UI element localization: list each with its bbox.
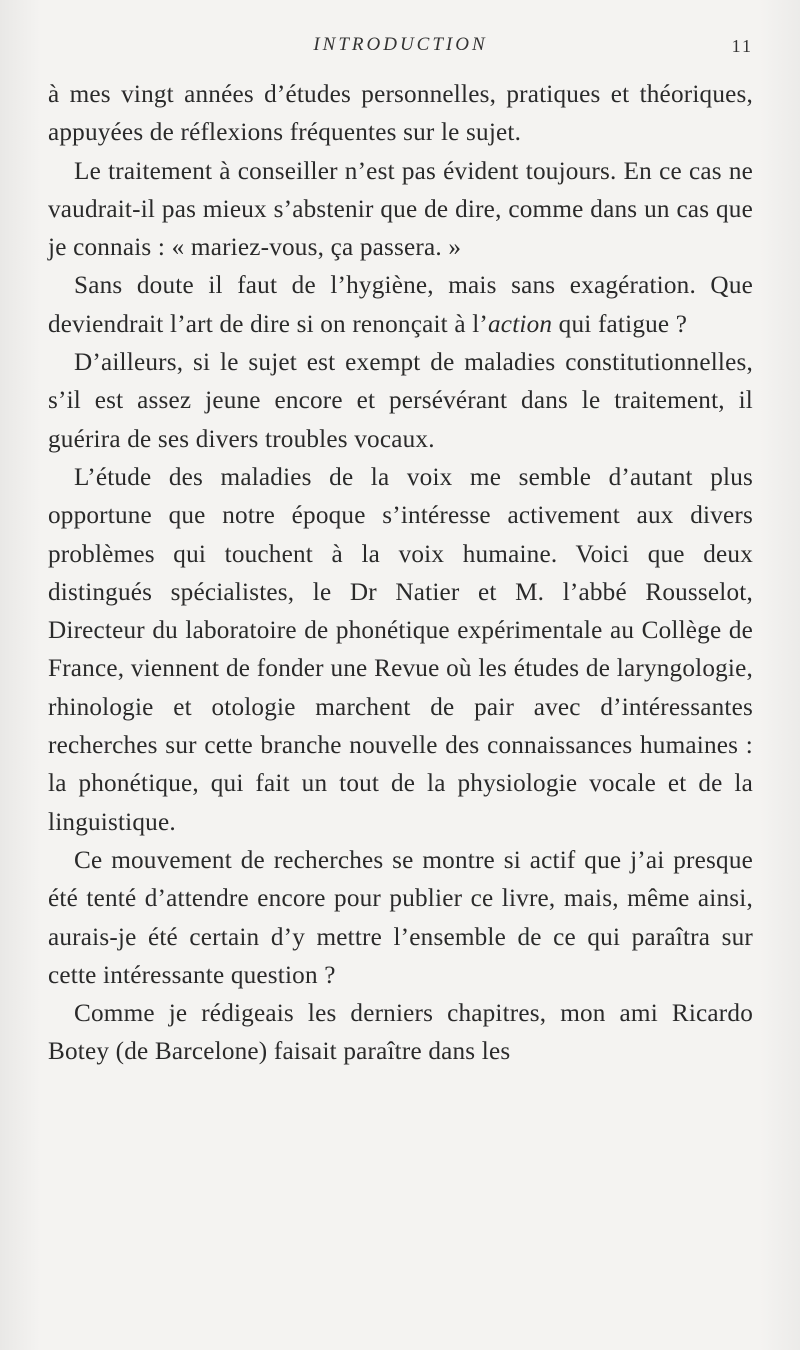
paragraph: Comme je rédigeais les derniers chapitres, mon ami Ricardo Botey (de Barcelone) faisait paraître dans les bbox=[48, 1000, 753, 1066]
paragraph: L’étude des maladies de la voix me semble d’autant plus opportune que notre époque s’intéresse activement aux divers problèmes qui touchent à la voix humaine. Voici que deux distingués spécialistes, le Dr Natier et M. l’abbé Rousselot, Directeur du laboratoire de phonétique expérimentale au Collège de France, viennent de fonder une Revue où les études de laryngologie, rhinologie et otologie marchent de pair avec d’intéressantes recherches sur cette branche nouvelle des connaissances humaines : la phonétique, qui fait un tout de la physiologie vocale et de la linguistique. bbox=[48, 463, 753, 836]
paragraph: D’ailleurs, si le sujet est exempt de maladies constitutionnelles, s’il est assez jeune encore et persévérant dans le traitement, il guérira de ses divers troubles vocaux. bbox=[48, 349, 753, 453]
paragraph: à mes vingt années d’études personnelles, pratiques et théoriques, appuyées de réflexions fréquentes sur le sujet. bbox=[48, 81, 753, 147]
paragraph bbox=[48, 267, 753, 344]
paragraph: Ce mouvement de recherches se montre si actif que j’ai presque été tenté d’attendre encore pour publier ce livre, mais, même ainsi, aurais-je été certain d’y mettre l’ensemble de ce qui paraîtra sur cette intéressante question ? bbox=[48, 846, 753, 989]
italic-word: action bbox=[488, 310, 553, 338]
page-number: 11 bbox=[731, 36, 753, 56]
paragraph-text: Sans doute il faut de l’hygiène, mais sans exagération. Que deviendrait l’art de dire si on renonçait à l’ bbox=[48, 272, 753, 338]
paragraph: Le traitement à conseiller n’est pas évident toujours. En ce cas ne vaudrait-il pas mieux s’abstenir que de dire, comme dans un cas que je connais : « mariez-vous, ça passera. » bbox=[48, 157, 753, 262]
paragraph-text: qui fatigue ? bbox=[552, 310, 688, 338]
running-title: INTRODUCTION bbox=[313, 34, 488, 55]
page-body bbox=[48, 76, 753, 1072]
page-header bbox=[48, 34, 753, 64]
